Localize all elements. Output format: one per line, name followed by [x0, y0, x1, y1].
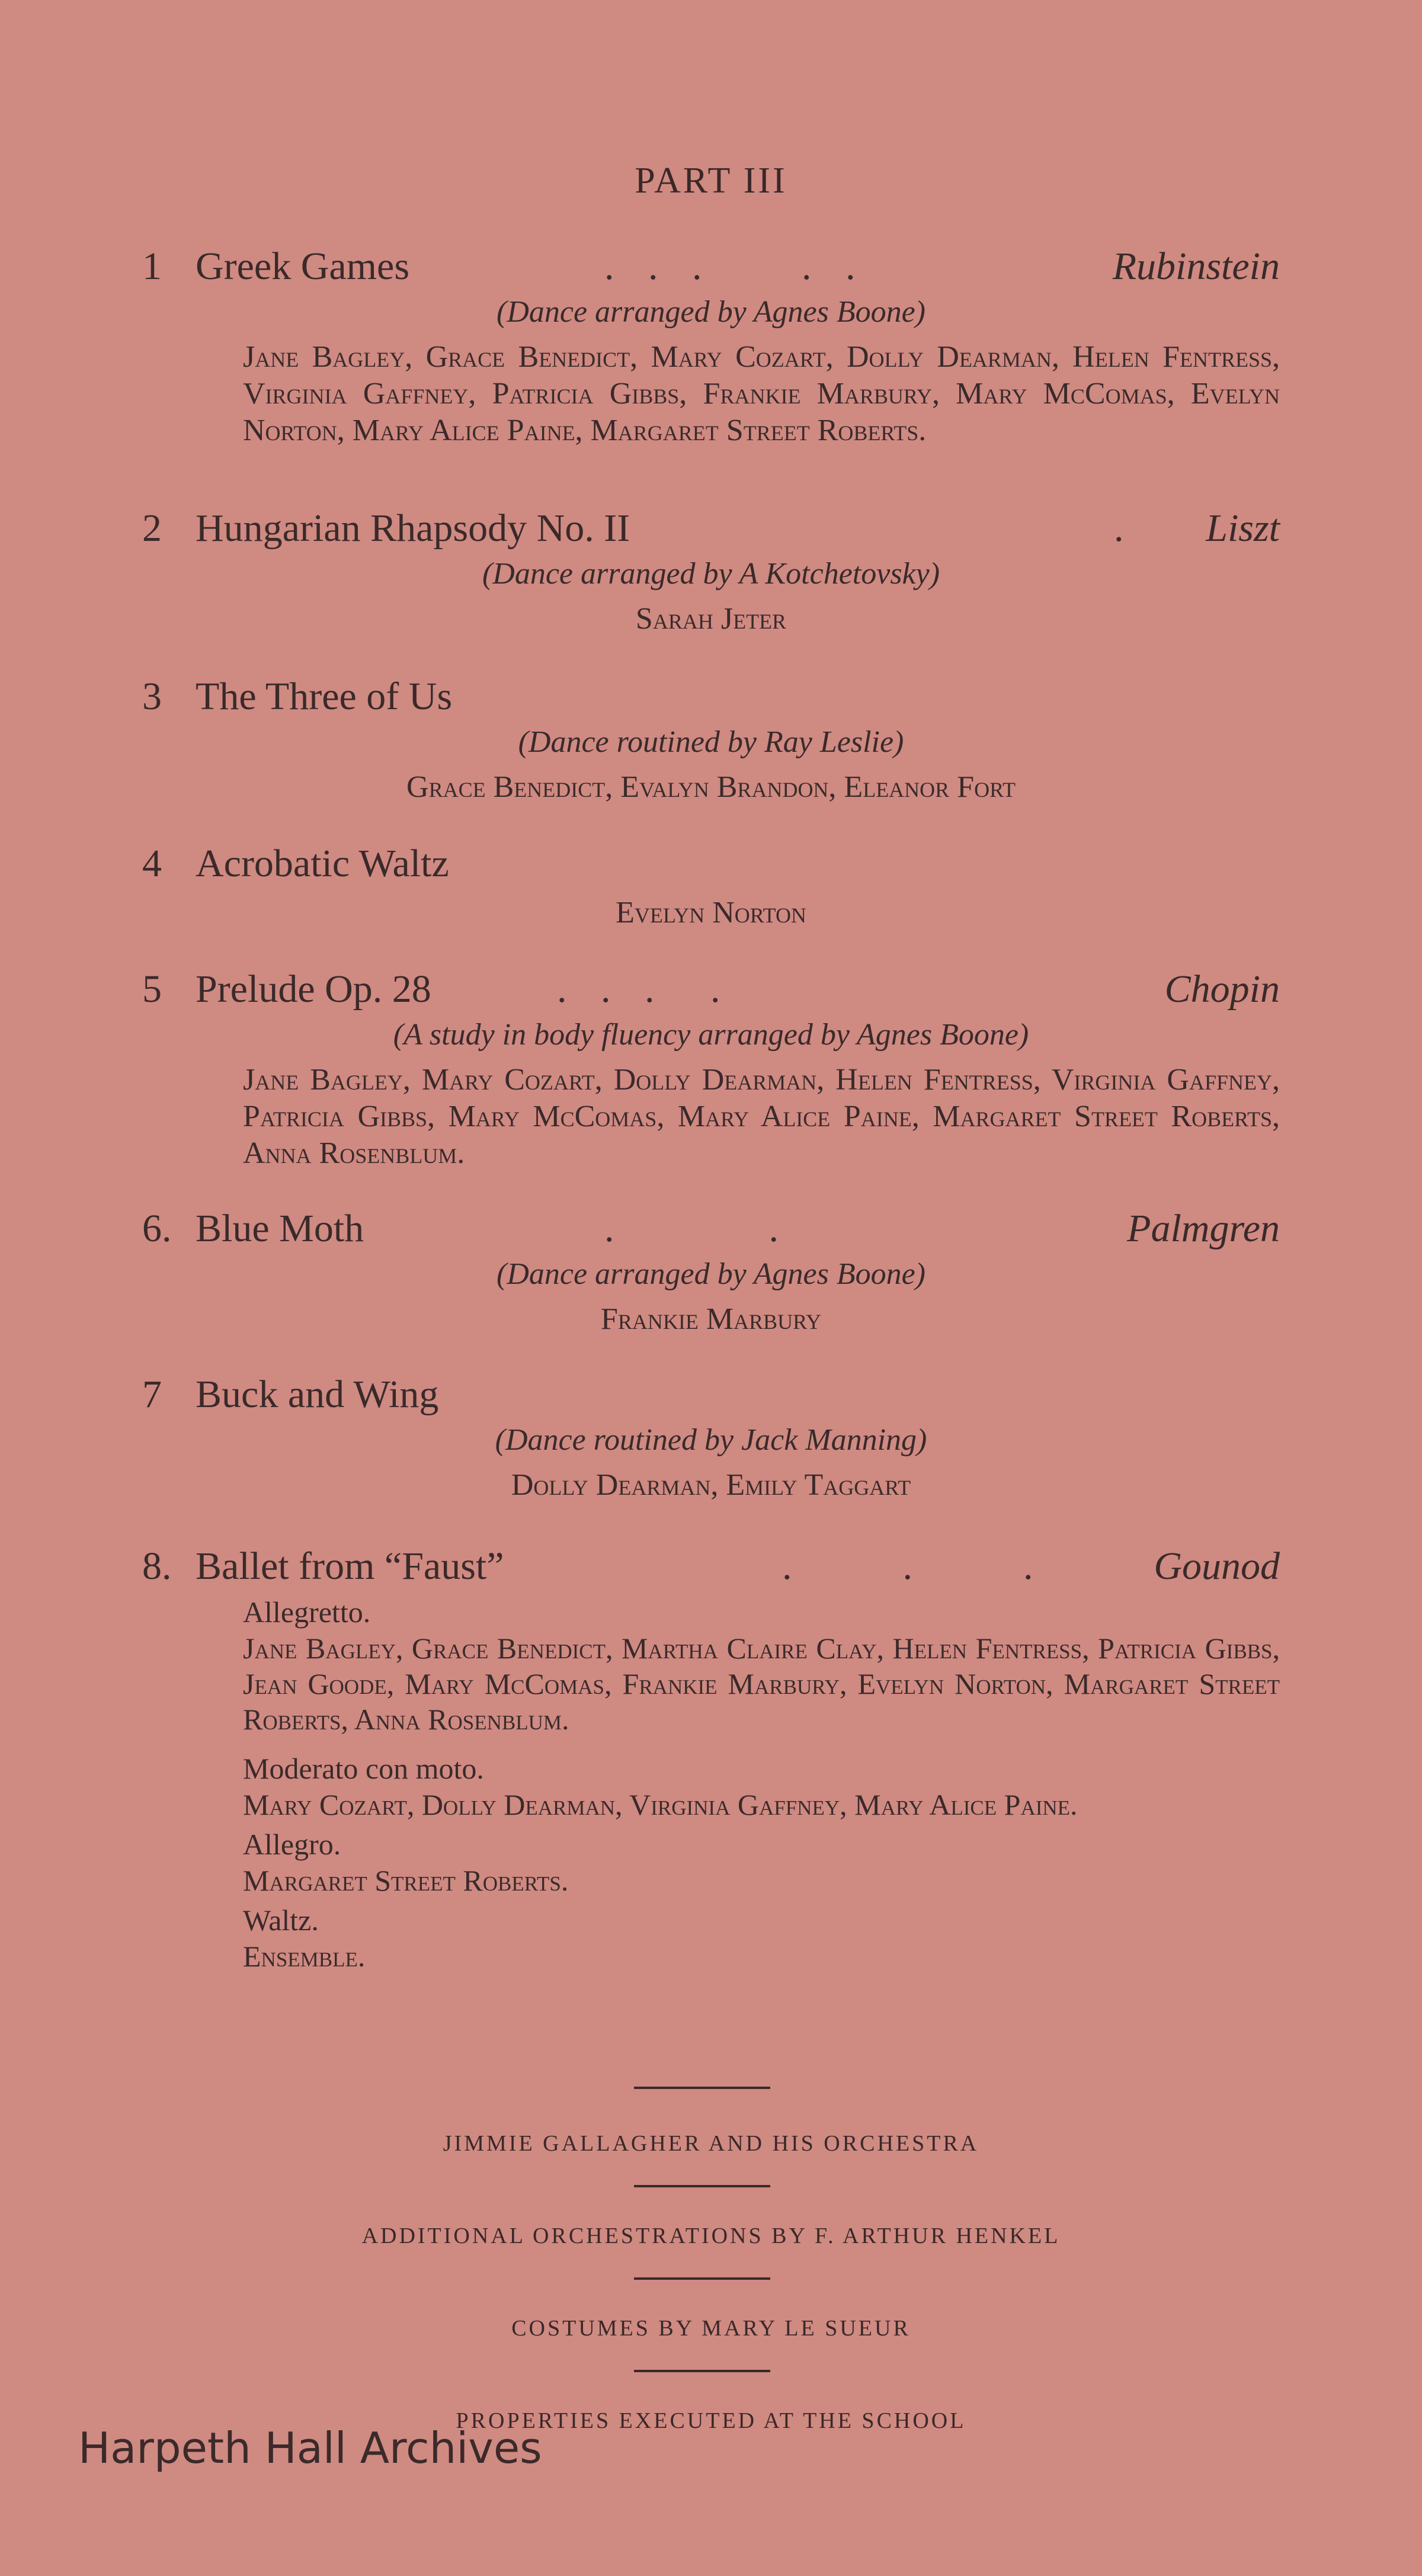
item-arranged-by: (Dance routined by Jack Manning) — [495, 1423, 927, 1457]
leader-dots: . . . — [782, 1545, 1035, 1588]
section-performers: Ensemble. — [243, 1940, 366, 1973]
leader-dots: . — [1114, 507, 1125, 550]
section-label: Waltz. — [243, 1904, 319, 1937]
item-number: 2 — [142, 507, 162, 550]
leader-dots: . . . . — [557, 967, 722, 1011]
program-item-1 — [142, 243, 1280, 449]
item-performers: Evelyn Norton — [616, 896, 806, 930]
program-item-7 — [142, 1371, 1280, 1504]
credit-costumes: COSTUMES BY MARY LE SUEUR — [511, 2316, 911, 2341]
item-title: Greek Games — [196, 245, 410, 288]
item-performers: Dolly Dearman, Emily Taggart — [511, 1468, 911, 1502]
divider — [634, 2087, 770, 2089]
item-composer: Rubinstein — [1112, 245, 1280, 288]
item-number: 5 — [142, 967, 162, 1011]
section-label: Allegro. — [243, 1828, 341, 1861]
item-performers: Frankie Marbury — [600, 1302, 822, 1336]
program-item-6 — [142, 1205, 1280, 1338]
item-number: 7 — [142, 1373, 162, 1416]
credit-orchestra: JIMMIE GALLAGHER AND HIS ORCHESTRA — [443, 2131, 979, 2156]
item-arranged-by: (Dance arranged by Agnes Boone) — [497, 1257, 925, 1291]
item-composer: Liszt — [1206, 507, 1280, 550]
item-arranged-by: (Dance arranged by Agnes Boone) — [497, 295, 925, 329]
leader-dots: . . . . . — [604, 245, 857, 288]
item-title: Buck and Wing — [196, 1373, 439, 1416]
divider — [634, 2185, 770, 2187]
archive-watermark: Harpeth Hall Archives — [78, 2423, 542, 2473]
part-title: PART III — [635, 161, 787, 201]
divider — [634, 2370, 770, 2372]
item-performers: Jane Bagley, Mary Cozart, Dolly Dearman, Helen Fentress, Virginia Gaffney, Patricia Gibbs, Mary McComas, Mary Alice Paine, Margaret Street Roberts, Anna Rosenblum. — [243, 1063, 1280, 1170]
item-title: Ballet from “Faust” — [196, 1545, 504, 1588]
item-composer: Palmgren — [1127, 1207, 1280, 1250]
item-composer: Chopin — [1164, 967, 1280, 1011]
section-label: Allegretto. — [243, 1595, 371, 1629]
section-performers: Mary Cozart, Dolly Dearman, Virginia Gaffney, Mary Alice Paine. — [243, 1788, 1078, 1821]
section-performers: Margaret Street Roberts. — [243, 1864, 569, 1897]
program-item-5 — [142, 966, 1280, 1172]
item-title: Prelude Op. 28 — [196, 967, 431, 1011]
item-number: 6. — [142, 1207, 172, 1250]
item-arranged-by: (A study in body fluency arranged by Agnes Boone) — [393, 1018, 1029, 1052]
leader-dots: . . — [604, 1207, 780, 1250]
item-title: Hungarian Rhapsody No. II — [196, 507, 630, 550]
credit-properties: PROPERTIES EXECUTED AT THE SCHOOL — [456, 2408, 966, 2433]
item-arranged-by: (Dance arranged by A Kotchetovsky) — [482, 557, 940, 591]
item-arranged-by: (Dance routined by Ray Leslie) — [518, 725, 904, 759]
credit-orchestrations: ADDITIONAL ORCHESTRATIONS BY F. ARTHUR HENKEL — [361, 2223, 1061, 2248]
program-item-8 — [142, 1543, 1280, 1974]
divider — [634, 2277, 770, 2280]
item-number: 8. — [142, 1545, 172, 1588]
item-performers: Grace Benedict, Evalyn Brandon, Eleanor Fort — [406, 770, 1016, 804]
item-title: The Three of Us — [196, 675, 453, 718]
item-title: Acrobatic Waltz — [196, 842, 449, 885]
section-label: Moderato con moto. — [243, 1752, 484, 1785]
item-number: 1 — [142, 245, 162, 288]
item-composer: Gounod — [1154, 1545, 1280, 1588]
program-item-2 — [142, 505, 1280, 637]
item-performers: Jane Bagley, Grace Benedict, Mary Cozart, Dolly Dearman, Helen Fentress, Virginia Gaffney, Patricia Gibbs, Frankie Marbury, Mary McComas, Evelyn Norton, Mary Alice Paine, Margaret Street Roberts. — [243, 340, 1280, 447]
program-item-3 — [142, 673, 1280, 806]
item-title: Blue Moth — [196, 1207, 364, 1250]
item-number: 3 — [142, 675, 162, 718]
section-performers: Jane Bagley, Grace Benedict, Martha Claire Clay, Helen Fentress, Patricia Gibbs, Jean Goode, Mary McComas, Frankie Marbury, Evelyn Norton, Margaret Street Roberts, Anna Rosenblum. — [243, 1632, 1280, 1736]
item-performers: Sarah Jeter — [635, 602, 787, 636]
item-number: 4 — [142, 842, 162, 885]
program-item-4 — [142, 840, 1280, 931]
